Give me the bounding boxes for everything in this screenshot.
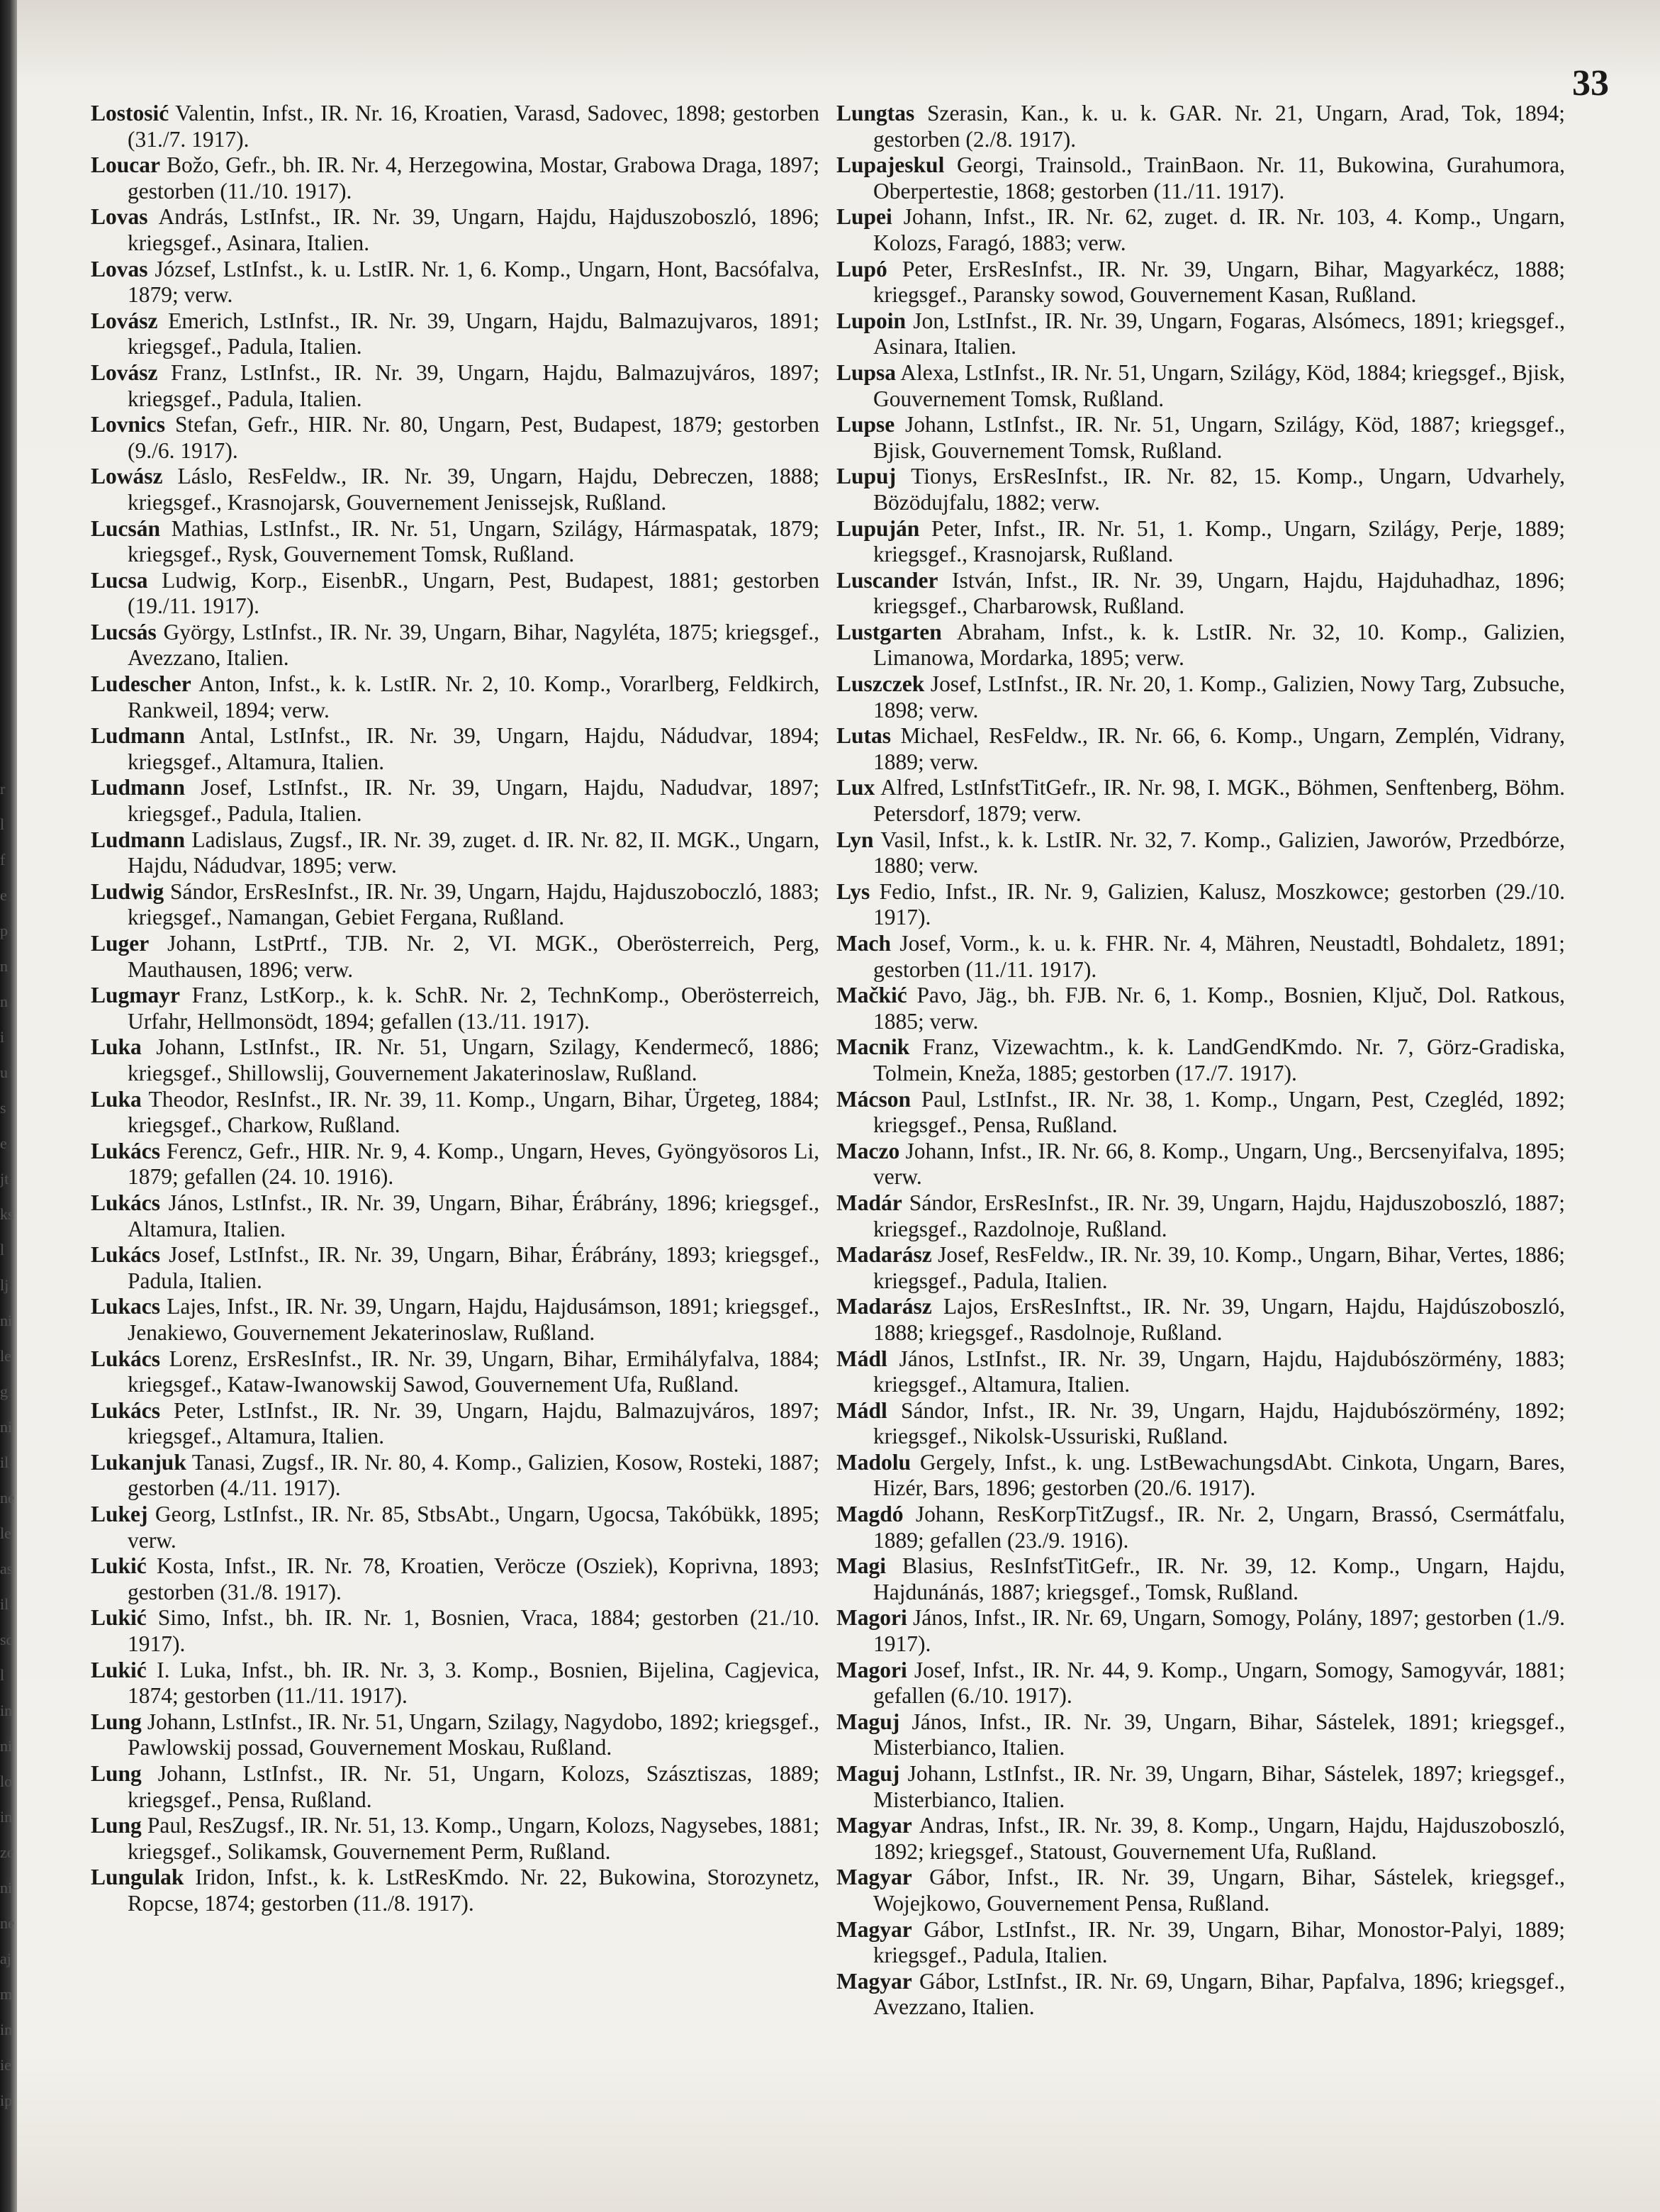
entry-surname: Lukács: [91, 1190, 161, 1215]
entry-details: György, LstInfst., IR. Nr. 39, Ungarn, Bihar, Nagyléta, 1875; kriegsgef., Avezzano, Italien.: [128, 619, 819, 671]
entry-surname: Lux: [836, 775, 875, 800]
right-column: [836, 101, 1565, 2021]
page-number: 33: [1572, 63, 1609, 104]
entry-surname: Lovas: [91, 256, 148, 281]
entry-details: Johann, LstInfst., IR. Nr. 39, Ungarn, Bihar, Sástelek, 1897; kriegsgef., Misterbianco, Italien.: [873, 1761, 1565, 1812]
entry-surname: Macnik: [836, 1034, 910, 1060]
entry-details: Stefan, Gefr., HIR. Nr. 80, Ungarn, Pest, Budapest, 1879; gestorben (9./6. 1917).: [128, 412, 819, 463]
entry-surname: Magyar: [836, 1813, 912, 1838]
entry-surname: Lung: [91, 1761, 142, 1786]
margin-fragment: il: [0, 1595, 9, 1613]
register-entry: [836, 1034, 1565, 1086]
register-entry: [91, 1294, 819, 1346]
entry-details: Kosta, Infst., IR. Nr. 78, Kroatien, Veröcze (Osziek), Koprivna, 1893; gestorben (31./8. 1917).: [128, 1553, 820, 1604]
entry-surname: Lupó: [836, 256, 887, 281]
entry-surname: Lovász: [91, 308, 158, 333]
entry-surname: Lukanjuk: [91, 1449, 186, 1475]
entry-details: Josef, LstInfst., IR. Nr. 39, Ungarn, Bihar, Érábrány, 1893; kriegsgef., Padula, Italien.: [128, 1242, 820, 1293]
entry-surname: Lupajeskul: [836, 152, 945, 178]
register-entry: [91, 1553, 819, 1605]
entry-details: Pavo, Jäg., bh. FJB. Nr. 6, 1. Komp., Bosnien, Ključ, Dol. Ratkous, 1885; verw.: [873, 983, 1566, 1034]
margin-fragment: ks: [0, 1205, 14, 1223]
entry-surname: Mach: [836, 931, 891, 956]
entry-surname: Loucar: [91, 152, 160, 178]
entry-surname: Magyar: [836, 1968, 912, 1994]
margin-fragment: r: [0, 780, 6, 798]
margin-fragment: in: [0, 1808, 13, 1826]
register-entry: [836, 1553, 1565, 1605]
entry-surname: Lupsa: [836, 359, 897, 385]
entry-details: Fedio, Infst., IR. Nr. 9, Galizien, Kalusz, Moszkowce; gestorben (29./10. 1917).: [873, 878, 1565, 930]
register-entry: [91, 775, 819, 827]
margin-fragment: l: [0, 815, 5, 833]
entry-surname: Lupei: [836, 204, 892, 230]
entry-details: István, Infst., IR. Nr. 39, Ungarn, Hajdu, Hajduhadhaz, 1896; kriegsgef., Charbarowsk, Rußland.: [873, 567, 1565, 619]
entry-details: János, Infst., IR. Nr. 69, Ungarn, Somogy, Polány, 1897; gestorben (1./9. 1917).: [873, 1605, 1566, 1657]
entry-surname: Lukács: [91, 1397, 161, 1423]
margin-fragment: ni: [0, 1418, 13, 1436]
entry-surname: Lukács: [91, 1346, 161, 1371]
entry-surname: Lustgarten: [836, 619, 942, 644]
register-entry: [836, 1917, 1565, 1969]
entry-details: András, LstInfst., IR. Nr. 39, Ungarn, Hajdu, Hajduszoboszló, 1896; kriegsgef., Asinara, Italien.: [128, 204, 819, 255]
register-entry: [836, 360, 1565, 412]
entry-details: Szerasin, Kan., k. u. k. GAR. Nr. 21, Ungarn, Arad, Tok, 1894; gestorben (2./8. 1917).: [873, 101, 1566, 152]
register-entry: [91, 1865, 819, 1916]
register-entry: [836, 983, 1565, 1034]
register-entry: [91, 1761, 819, 1813]
register-entry: [836, 204, 1565, 256]
margin-fragment: u: [0, 1063, 8, 1081]
entry-details: Johann, ResKorpTitZugsf., IR. Nr. 2, Ungarn, Brassó, Csermátfalu, 1889; gefallen (23./9. 1916).: [873, 1502, 1565, 1553]
register-entry: [836, 723, 1565, 775]
entry-surname: Lungulak: [91, 1865, 184, 1890]
entry-surname: Magori: [836, 1605, 907, 1631]
register-entry: [91, 101, 819, 152]
entry-surname: Lupse: [836, 412, 895, 437]
entry-surname: Ludmann: [91, 775, 186, 800]
entry-details: Josef, Infst., IR. Nr. 44, 9. Komp., Ungarn, Somogy, Samogyvár, 1881; gefallen (6./10. 1917).: [873, 1657, 1566, 1709]
entry-surname: Lung: [91, 1709, 142, 1734]
register-entry: [836, 1450, 1565, 1502]
margin-fragment: f: [0, 851, 6, 868]
register-entry: [91, 1190, 819, 1242]
entry-surname: Mačkić: [836, 983, 907, 1008]
register-entry: [836, 464, 1565, 515]
entry-surname: Lukács: [91, 1242, 161, 1268]
entry-details: Tionys, ErsResInfst., IR. Nr. 82, 15. Komp., Ungarn, Udvarhely, Bözödujfalu, 1882; verw.: [873, 464, 1565, 515]
margin-fragment: e: [0, 1134, 7, 1152]
register-entry: [836, 1709, 1565, 1761]
entry-details: Gábor, LstInfst., IR. Nr. 39, Ungarn, Bihar, Monostor-Palyi, 1889; kriegsgef., Padula, Italien.: [873, 1916, 1566, 1968]
register-entry: [836, 152, 1565, 204]
entry-details: Lajos, ErsResInftst., IR. Nr. 39, Ungarn, Hajdu, Hajdúszoboszló, 1888; kriegsgef., Rasdolnoje, Rußland.: [873, 1294, 1565, 1345]
register-entry: [836, 1139, 1565, 1190]
margin-fragment: g: [0, 1382, 8, 1400]
register-entry: [91, 568, 819, 620]
entry-surname: Lukej: [91, 1502, 148, 1527]
entry-surname: Lukács: [91, 1138, 161, 1163]
register-entry: [836, 1087, 1565, 1139]
entry-surname: Lukić: [91, 1657, 147, 1682]
entry-surname: Lukacs: [91, 1294, 161, 1319]
entry-details: Franz, Vizewachtm., k. k. LandGendKmdo. Nr. 7, Görz-Gradiska, Tolmein, Kneža, 1885; gestorben (17./7. 1917).: [873, 1034, 1566, 1085]
entry-details: Johann, LstInfst., IR. Nr. 51, Ungarn, Szilagy, Nagydobo, 1892; kriegsgef., Pawlowskij possad, Gouvernement Moskau, Rußland.: [128, 1709, 819, 1760]
register-entry: [836, 1190, 1565, 1242]
entry-details: József, LstInfst., k. u. LstIR. Nr. 1, 6. Komp., Ungarn, Hont, Bacsófalva, 1879; verw.: [128, 256, 819, 308]
entry-details: János, LstInfst., IR. Nr. 39, Ungarn, Bihar, Érábrány, 1896; kriegsgef., Altamura, Italien.: [128, 1190, 819, 1241]
register-entry: [91, 1087, 819, 1139]
entry-surname: Lys: [836, 878, 870, 904]
entry-surname: Magdó: [836, 1502, 904, 1527]
entry-details: Gábor, LstInfst., IR. Nr. 69, Ungarn, Bihar, Papfalva, 1896; kriegsgef., Avezzano, Italien.: [873, 1968, 1565, 2020]
entry-surname: Lyn: [836, 827, 874, 852]
register-entry: [91, 1502, 819, 1553]
register-entry: [836, 1346, 1565, 1398]
entry-surname: Madár: [836, 1190, 902, 1215]
entry-surname: Lucsás: [91, 619, 157, 644]
entry-details: János, LstInfst., IR. Nr. 39, Ungarn, Hajdu, Hajdubószörmény, 1883; kriegsgef., Altamura, Italien.: [873, 1346, 1566, 1397]
entry-details: Sándor, ErsResInfst., IR. Nr. 39, Ungarn, Hajdu, Hajduszoboszló, 1887; kriegsgef., Razdolnoje, Rußland.: [873, 1190, 1566, 1241]
register-entry: [836, 101, 1565, 152]
register-entry: [836, 620, 1565, 671]
register-entry: [91, 1242, 819, 1294]
register-entry: [836, 308, 1565, 360]
register-entry: [91, 1398, 819, 1450]
entry-details: Valentin, Infst., IR. Nr. 16, Kroatien, Varasd, Sadovec, 1898; gestorben (31./7. 1917).: [128, 101, 819, 152]
entry-details: Peter, LstInfst., IR. Nr. 39, Ungarn, Hajdu, Balmazujváros, 1897; kriegsgef., Altamura, Italien.: [128, 1397, 820, 1449]
register-entry: [91, 1346, 819, 1398]
entry-surname: Luger: [91, 931, 150, 956]
entry-details: Josef, ResFeldw., IR. Nr. 39, 10. Komp., Ungarn, Bihar, Vertes, 1886; kriegsgef., Padula, Italien.: [873, 1242, 1565, 1293]
register-entry: [836, 1242, 1565, 1294]
margin-fragment: in: [0, 1702, 13, 1719]
register-entry: [91, 983, 819, 1034]
register-entry: [91, 931, 819, 983]
entry-surname: Luszczek: [836, 671, 925, 697]
register-entry: [91, 308, 819, 360]
entry-details: Emerich, LstInfst., IR. Nr. 39, Ungarn, Hajdu, Balmazujvaros, 1891; kriegsgef., Padula, Italien.: [128, 308, 819, 359]
entry-details: Alexa, LstInfst., IR. Nr. 51, Ungarn, Szilágy, Köd, 1884; kriegsgef., Bjisk, Gouvernement Tomsk, Rußland.: [873, 359, 1565, 411]
entry-details: I. Luka, Infst., bh. IR. Nr. 3, 3. Komp., Bosnien, Bijelina, Cagjevica, 1874; gestorben (11./11. 1917).: [128, 1657, 820, 1709]
margin-fragment: sc: [0, 1631, 13, 1648]
entry-surname: Lungtas: [836, 101, 915, 125]
register-entry: [836, 257, 1565, 308]
entry-details: Sándor, Infst., IR. Nr. 39, Ungarn, Hajdu, Hajdubószörmény, 1892; kriegsgef., Nikolsk-Ussuriski, Rußland.: [873, 1397, 1565, 1449]
margin-fragment: aj: [0, 1950, 11, 1967]
entry-surname: Madolu: [836, 1449, 912, 1475]
register-entry: [91, 1450, 819, 1502]
entry-details: Mathias, LstInfst., IR. Nr. 51, Ungarn, Szilágy, Hármaspatak, 1879; kriegsgef., Rysk, Gouvernement Tomsk, Rußland.: [128, 515, 820, 567]
margin-fragment: ip: [0, 2091, 13, 2109]
register-entry: [836, 671, 1565, 723]
entry-details: Josef, LstInfst., IR. Nr. 20, 1. Komp., Galizien, Nowy Targ, Zubsuche, 1898; verw.: [873, 671, 1566, 722]
entry-surname: Lucsán: [91, 515, 161, 541]
register-entry: [836, 1398, 1565, 1450]
entry-details: Láslo, ResFeldw., IR. Nr. 39, Ungarn, Hajdu, Debreczen, 1888; kriegsgef., Krasnojarsk, Gouvernement Jenissejsk, Rußland.: [128, 464, 819, 515]
register-entry: [91, 723, 819, 775]
entry-surname: Maguj: [836, 1709, 900, 1734]
entry-surname: Lugmayr: [91, 983, 180, 1008]
entry-surname: Magyar: [836, 1865, 912, 1890]
register-entry: [836, 1294, 1565, 1346]
margin-fragment: ni: [0, 1879, 13, 1897]
margin-fragment: le: [0, 1524, 11, 1542]
entry-surname: Madarász: [836, 1294, 932, 1319]
entry-surname: Madarász: [836, 1242, 932, 1268]
entry-details: Lajes, Infst., IR. Nr. 39, Ungarn, Hajdu, Hajdusámson, 1891; kriegsgef., Jenakiewo, Gouvernement Jekaterinoslaw, Rußland.: [128, 1294, 820, 1345]
entry-surname: Magyar: [836, 1916, 912, 1942]
margin-fragment: il: [0, 1453, 9, 1471]
entry-details: Ladislaus, Zugsf., IR. Nr. 39, zuget. d. IR. Nr. 82, II. MGK., Ungarn, Hajdu, Nádudvar, 1895; verw.: [128, 827, 819, 878]
margin-fragment: i: [0, 1028, 5, 1046]
entry-details: Josef, LstInfst., IR. Nr. 39, Ungarn, Hajdu, Nadudvar, 1897; kriegsgef., Padula, Italien.: [128, 775, 819, 827]
margin-fragment: lo: [0, 1772, 13, 1790]
margin-fragment: l: [0, 1666, 5, 1684]
entry-details: Franz, LstKorp., k. k. SchR. Nr. 2, TechnKomp., Oberösterreich, Urfahr, Hellmonsödt, 1894; gefallen (13./11. 1917).: [128, 983, 820, 1034]
entry-surname: Ludmann: [91, 827, 186, 852]
entry-details: Ludwig, Korp., EisenbR., Ungarn, Pest, Budapest, 1881; gestorben (19./11. 1917).: [128, 567, 820, 619]
entry-surname: Lupuján: [836, 515, 920, 541]
entry-details: Johann, Infst., IR. Nr. 62, zuget. d. IR. Nr. 103, 4. Komp., Ungarn, Kolozs, Faragó, 1883; verw.: [873, 204, 1566, 255]
entry-details: Gábor, Infst., IR. Nr. 39, Ungarn, Bihar, Sástelek, kriegsgef., Wojejkowo, Gouvernement Pensa, Rußland.: [873, 1865, 1565, 1916]
entry-surname: Magi: [836, 1553, 886, 1579]
register-entry: [836, 568, 1565, 620]
margin-fragment: ne: [0, 1489, 15, 1507]
entry-surname: Lupuj: [836, 464, 897, 489]
register-entry: [91, 360, 819, 412]
entry-details: Iridon, Infst., k. k. LstResKmdo. Nr. 22, Bukowina, Storozynetz, Ropcse, 1874; gestorben (11./8. 1917).: [128, 1865, 820, 1916]
register-entry: [91, 464, 819, 515]
margin-fragment: ni: [0, 1737, 13, 1755]
margin-fragment: ze: [0, 1843, 14, 1861]
register-entry: [836, 1761, 1565, 1813]
register-entry: [836, 1813, 1565, 1865]
entry-surname: Lovnics: [91, 412, 166, 437]
register-entry: [91, 827, 819, 879]
entry-surname: Lostosić: [91, 101, 169, 125]
register-entry: [836, 1969, 1565, 2021]
left-column: [91, 101, 819, 1917]
margin-fragment: n: [0, 993, 8, 1010]
register-entry: [91, 879, 819, 931]
margin-fragment: e: [0, 886, 7, 904]
entry-details: Josef, Vorm., k. u. k. FHR. Nr. 4, Mähren, Neustadtl, Bohdaletz, 1891; gestorben (11./11. 1917).: [873, 931, 1565, 982]
register-entry: [91, 516, 819, 568]
entry-details: Georgi, Trainsold., TrainBaon. Nr. 11, Bukowina, Gurahumora, Oberpertestie, 1868; gestorben (11./11. 1917).: [873, 152, 1566, 203]
entry-surname: Maczo: [836, 1138, 900, 1163]
register-entry: [836, 827, 1565, 879]
entry-details: Lorenz, ErsResInfst., IR. Nr. 39, Ungarn, Bihar, Ermihályfalva, 1884; kriegsgef., Kataw-Iwanowskij Sawod, Gouvernement Ufa, Rußland.: [128, 1346, 819, 1397]
register-entry: [91, 412, 819, 464]
entry-details: Theodor, ResInfst., IR. Nr. 39, 11. Komp., Ungarn, Bihar, Ürgeteg, 1884; kriegsgef., Charkow, Rußland.: [128, 1086, 819, 1138]
entry-details: Blasius, ResInfstTitGefr., IR. Nr. 39, 12. Komp., Ungarn, Hajdu, Hajdunánás, 1887; kriegsgef., Tomsk, Rußland.: [873, 1553, 1566, 1604]
entry-details: János, Infst., IR. Nr. 39, Ungarn, Bihar, Sástelek, 1891; kriegsgef., Misterbianco, Italien.: [873, 1709, 1566, 1760]
entry-details: Gergely, Infst., k. ung. LstBewachungsdAbt. Cinkota, Ungarn, Bares, Hizér, Bars, 1896; gestorben (20./6. 1917).: [873, 1449, 1565, 1501]
entry-details: Franz, LstInfst., IR. Nr. 39, Ungarn, Hajdu, Balmazujváros, 1897; kriegsgef., Padula, Italien.: [128, 359, 820, 411]
register-entry: [836, 1658, 1565, 1709]
register-entry: [836, 412, 1565, 464]
entry-surname: Ludescher: [91, 671, 191, 697]
margin-fragment: ne: [0, 1914, 15, 1932]
register-entry: [91, 1813, 819, 1865]
entry-surname: Ludwig: [91, 878, 164, 904]
entry-details: Johann, LstInfst., IR. Nr. 51, Ungarn, Kolozs, Szásztiszas, 1889; kriegsgef., Pensa, Rußland.: [128, 1761, 819, 1812]
entry-surname: Lupoin: [836, 308, 907, 333]
entry-details: Božo, Gefr., bh. IR. Nr. 4, Herzegowina, Mostar, Grabowa Draga, 1897; gestorben (11./10. 1917).: [128, 152, 819, 203]
entry-surname: Mácson: [836, 1086, 911, 1112]
entry-details: Jon, LstInfst., IR. Nr. 39, Ungarn, Fogaras, Alsómecs, 1891; kriegsgef., Asinara, Italien.: [873, 308, 1565, 359]
entry-details: Georg, LstInfst., IR. Nr. 85, StbsAbt., Ungarn, Ugocsa, Takóbükk, 1895; verw.: [128, 1502, 819, 1553]
entry-details: Antal, LstInfst., IR. Nr. 39, Ungarn, Hajdu, Nádudvar, 1894; kriegsgef., Altamura, Italien.: [128, 723, 819, 774]
margin-fragment: in: [0, 2021, 13, 2038]
entry-details: Vasil, Infst., k. k. LstIR. Nr. 32, 7. Komp., Galizien, Jaworów, Przedbórze, 1880; verw.: [873, 827, 1566, 878]
entry-surname: Mádl: [836, 1397, 887, 1423]
register-entry: [91, 152, 819, 204]
margin-fragment: m: [0, 1985, 13, 2003]
register-entry: [836, 1502, 1565, 1553]
entry-details: Anton, Infst., k. k. LstIR. Nr. 2, 10. Komp., Vorarlberg, Feldkirch, Rankweil, 1894; verw.: [128, 671, 820, 722]
entry-surname: Lowász: [91, 464, 163, 489]
entry-surname: Luka: [91, 1034, 142, 1060]
entry-details: Johann, LstInfst., IR. Nr. 51, Ungarn, Szilagy, Kendermecő, 1886; kriegsgef., Shillowslij, Gouvernement Jakaterinoslaw, Rußland.: [128, 1034, 820, 1085]
margin-fragment: p: [0, 922, 8, 939]
entry-surname: Lung: [91, 1813, 142, 1838]
register-entry: [91, 1709, 819, 1761]
entry-surname: Lukić: [91, 1553, 147, 1579]
entry-surname: Magori: [836, 1657, 907, 1682]
entry-surname: Lutas: [836, 723, 892, 749]
register-entry: [91, 1139, 819, 1190]
entry-surname: Ludmann: [91, 723, 186, 749]
margin-fragment: n: [0, 957, 8, 975]
entry-surname: Luka: [91, 1086, 142, 1112]
entry-details: Peter, ErsResInfst., IR. Nr. 39, Ungarn, Bihar, Magyarkécz, 1888; kriegsgef., Paransky sowod, Gouvernement Kasan, Rußland.: [873, 256, 1565, 308]
register-entry: [836, 931, 1565, 983]
margin-fragment: l: [0, 1241, 5, 1258]
entry-details: Johann, LstPrtf., TJB. Nr. 2, VI. MGK., Oberösterreich, Perg, Mauthausen, 1896; verw.: [128, 931, 819, 982]
margin-fragment: s: [0, 1099, 6, 1117]
register-entry: [836, 1865, 1565, 1916]
entry-details: Ferencz, Gefr., HIR. Nr. 9, 4. Komp., Ungarn, Heves, Gyöngyösoros Li, 1879; gefallen (24. 10. 1916).: [128, 1138, 820, 1190]
entry-details: Paul, LstInfst., IR. Nr. 38, 1. Komp., Ungarn, Pest, Czegléd, 1892; kriegsgef., Pensa, Rußland.: [873, 1086, 1565, 1138]
entry-surname: Mádl: [836, 1346, 887, 1371]
register-entry: [91, 1034, 819, 1086]
entry-details: Sándor, ErsResInfst., IR. Nr. 39, Ungarn, Hajdu, Hajduszoboczló, 1883; kriegsgef., Namangan, Gebiet Fergana, Rußland.: [128, 878, 819, 930]
entry-details: Paul, ResZugsf., IR. Nr. 51, 13. Komp., Ungarn, Kolozs, Nagysebes, 1881; kriegsgef., Solikamsk, Gouvernement Perm, Rußland.: [128, 1813, 819, 1864]
register-entry: [836, 775, 1565, 827]
entry-details: Peter, Infst., IR. Nr. 51, 1. Komp., Ungarn, Szilágy, Perje, 1889; kriegsgef., Krasnojarsk, Rußland.: [873, 515, 1566, 567]
entry-details: Alfred, LstInfstTitGefr., IR. Nr. 98, I. MGK., Böhmen, Senftenberg, Böhm. Petersdorf, 1879; verw.: [873, 775, 1566, 827]
entry-surname: Lovász: [91, 359, 158, 385]
register-entry: [91, 257, 819, 308]
entry-details: Johann, LstInfst., IR. Nr. 51, Ungarn, Szilágy, Köd, 1887; kriegsgef., Bjisk, Gouvernement Tomsk, Rußland.: [873, 412, 1566, 463]
entry-details: Simo, Infst., bh. IR. Nr. 1, Bosnien, Vraca, 1884; gestorben (21./10. 1917).: [128, 1605, 819, 1657]
entry-details: Andras, Infst., IR. Nr. 39, 8. Komp., Ungarn, Hajdu, Hajduszoboszló, 1892; kriegsgef., Statoust, Gouvernement Ufa, Rußland.: [873, 1813, 1565, 1864]
entry-surname: Lukić: [91, 1605, 147, 1631]
margin-fragment: ni: [0, 1312, 13, 1329]
entry-details: Tanasi, Zugsf., IR. Nr. 80, 4. Komp., Galizien, Kosow, Rosteki, 1887; gestorben (4./11. 1917).: [128, 1449, 819, 1501]
register-entry: [91, 1658, 819, 1709]
register-entry: [836, 1605, 1565, 1657]
entry-details: Michael, ResFeldw., IR. Nr. 66, 6. Komp., Ungarn, Zemplén, Vidrany, 1889; verw.: [873, 723, 1565, 774]
entry-details: Abraham, Infst., k. k. LstIR. Nr. 32, 10. Komp., Galizien, Limanowa, Mordarka, 1895; verw.: [873, 619, 1566, 671]
register-entry: [91, 671, 819, 723]
register-entry: [91, 204, 819, 256]
entry-surname: Lucsa: [91, 567, 148, 593]
entry-details: Johann, Infst., IR. Nr. 66, 8. Komp., Ungarn, Ung., Bercsenyifalva, 1895; verw.: [873, 1138, 1565, 1190]
margin-fragment: lj: [0, 1276, 9, 1294]
entry-surname: Luscander: [836, 567, 938, 593]
register-entry: [836, 879, 1565, 931]
margin-fragment: le: [0, 1347, 11, 1365]
margin-fragment: jt: [0, 1170, 9, 1188]
register-entry: [91, 1605, 819, 1657]
entry-surname: Maguj: [836, 1761, 900, 1786]
register-entry: [91, 620, 819, 671]
margin-fragment: ie: [0, 2056, 11, 2074]
entry-surname: Lovas: [91, 204, 148, 230]
register-entry: [836, 516, 1565, 568]
margin-fragment: as: [0, 1560, 13, 1577]
